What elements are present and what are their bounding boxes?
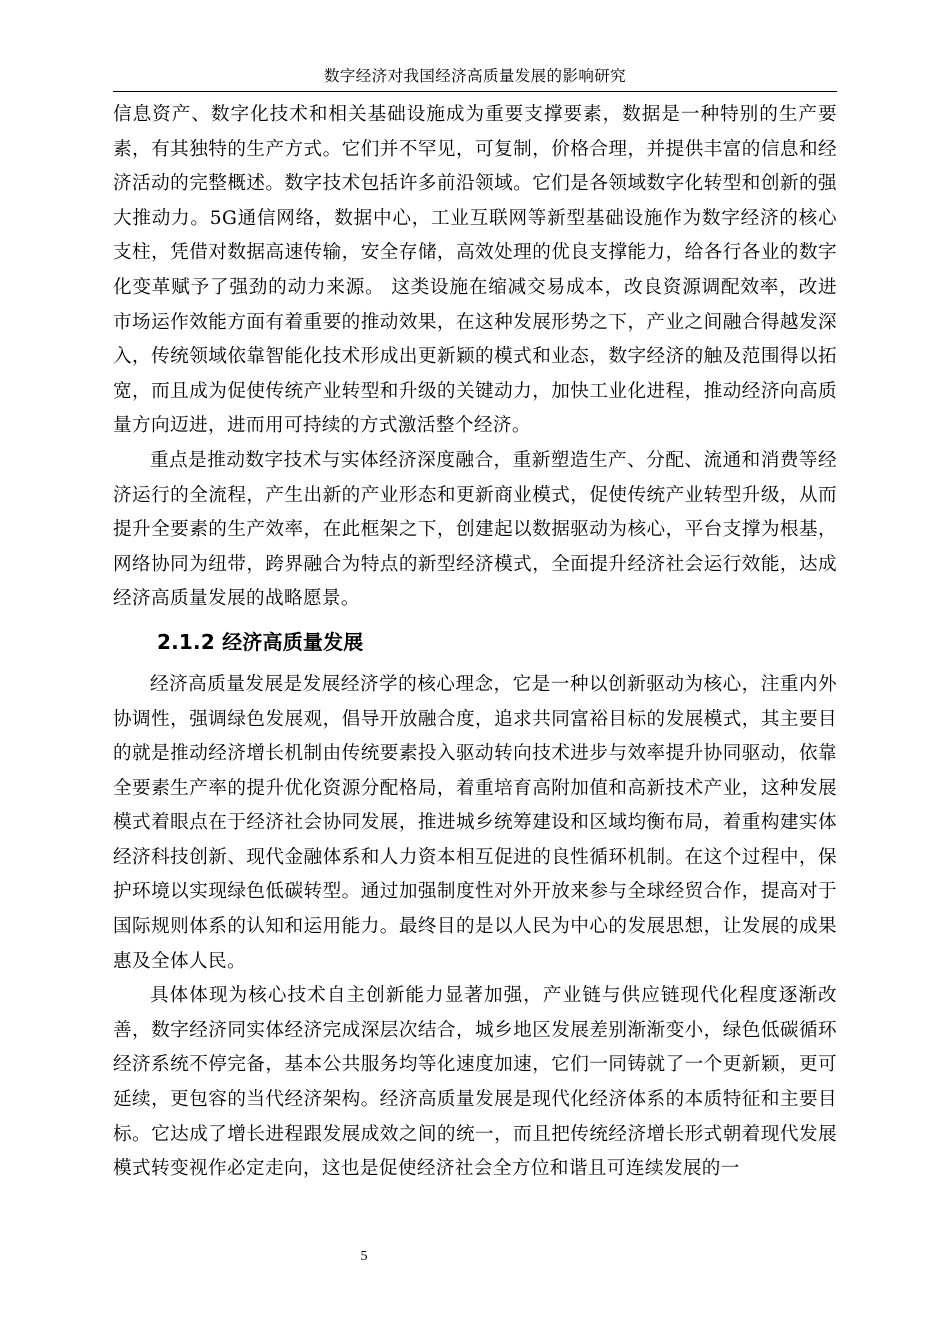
paragraph-2: 重点是推动数字技术与实体经济深度融合，重新塑造生产、分配、流通和消费等经济运行的全流程，产生出新的产业形态和更新商业模式，促使传统产业转型升级，从而提升全要素的生产效率，在此框架之下，创建起以数据驱动为核心，平台支撑为根基，网络协同为纽带，跨界融合为特点的新型经济模式，全面提升经济社会运行效能，达成经济高质量发展的战略愿景。 [113, 449, 837, 610]
header-rule [113, 91, 837, 92]
section-heading: 2.1.2 经济高质量发展 [157, 629, 364, 654]
body-text [113, 98, 837, 1187]
paragraph-3: 经济高质量发展是发展经济学的核心理念，它是一种以创新驱动为核心，注重内外协调性，强调绿色发展观，倡导开放融合度，追求共同富裕目标的发展模式，其主要目的就是推动经济增长机制由传统要素投入驱动转向技术进步与效率提升协同驱动，依靠全要素生产率的提升优化资源分配格局，着重培育高附加值和高新技术产业，这种发展模式着眼点在于经济社会协同发展，推进城乡统筹建设和区域均衡布局，着重构建实体经济科技创新、现代金融体系和人力资本相互促进的良性循环机制。在这个过程中，保护环境以实现绿色低碳转型。通过加强制度性对外开放来参与全球经贸合作，提高对于国际规则体系的认知和运用能力。最终目的是以人民为中心的发展思想，让发展的成果惠及全体人民。 [113, 673, 837, 972]
paragraph-1: 信息资产、数字化技术和相关基础设施成为重要支撑要素，数据是一种特别的生产要素，有其独特的生产方式。它们并不罕见，可复制，价格合理，并提供丰富的信息和经济活动的完整概述。数字技术包括许多前沿领域。它们是各领域数字化转型和创新的强大推动力。5G通信网络，数据中心，工业互联网等新型基础设施作为数字经济的核心支柱，凭借对数据高速传输，安全存储，高效处理的优良支撑能力，给各行各业的数字化变革赋予了强劲的动力来源。 这类设施在缩减交易成本，改良资源调配效率，改进市场运作效能方面有着重要的推动效果，在这种发展形势之下，产业之间融合得越发深入，传统领域依靠智能化技术形成出更新颖的模式和业态，数字经济的触及范围得以拓宽，而且成为促使传统产业转型和升级的关键动力，加快工业化进程，推动经济向高质量方向迈进，进而用可持续的方式激活整个经济。 [113, 104, 837, 437]
paragraph-4: 具体体现为核心技术自主创新能力显著加强，产业链与供应链现代化程度逐渐改善，数字经济同实体经济完成深层次结合，城乡地区发展差别渐渐变小，绿色低碳循环经济系统不停完备，基本公共服务均等化速度加速，它们一同铸就了一个更新颖，更可延续，更包容的当代经济架构。经济高质量发展是现代化经济体系的本质特征和主要目标。它达成了增长进程跟发展成效之间的统一，而且把传统经济增长形式朝着现代发展模式转变视作必定走向，这也是促使经济社会全方位和谐且可连续发展的一 [113, 985, 837, 1180]
page-number: 5 [360, 1249, 368, 1264]
running-header: 数字经济对我国经济高质量发展的影响研究 [323, 67, 627, 85]
